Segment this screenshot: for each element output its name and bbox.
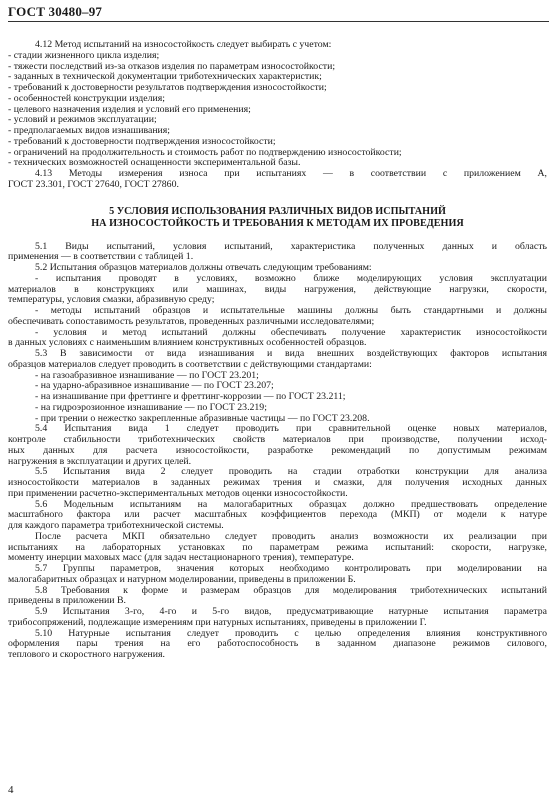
paragraph-line: 5.2 Испытания образцов материалов должны отвечать следующим требованиям: — [35, 263, 372, 273]
paragraph-line: для каждого параметра триботехнической системы. — [8, 521, 224, 531]
paragraph-line: температуры, условия смазки, абразивную среду; — [8, 295, 215, 306]
list-item: - тяжести последствий из-за отказов изделия по параметрам износостойкости; — [8, 61, 336, 72]
paragraph-line: испытаниях на лабораторных установках по параметрам режима испытаний: скорости, нагрузке, — [8, 542, 547, 553]
list-item: - условий и режимов эксплуатации; — [8, 115, 157, 126]
paragraph-line: - на газоабразивное изнашивание — по ГОСТ 23.201; — [35, 370, 259, 381]
paragraph-line: - на гидроэрозионное изнашивание — по ГОСТ 23.219; — [35, 402, 267, 413]
paragraph-line: моменту инерции маховых масс (для задач нестационарного трения), температуре. — [8, 553, 354, 564]
paragraph-line: После расчета МКП обязательно следует проводить анализ возможности их реализации при — [35, 531, 547, 542]
list-item: - стадии жизненного цикла изделия; — [8, 50, 160, 61]
paragraph-line: - на изнашивание при фреттинге и фреттинг-коррозии — по ГОСТ 23.211; — [35, 392, 346, 402]
paragraph-line: - методы испытаний образцов и испытательные машины должны быть стандартными и должны — [35, 306, 547, 316]
list-item: - ограничений на продолжительность и стоимость работ по подтверждению износостойкости; — [8, 147, 402, 158]
paragraph-line: контроле стабильности триботехнических свойств материалов при производстве, получении исход- — [8, 435, 547, 445]
paragraph-line: - условия и метод испытаний должны обеспечивать получение характеристик износостойкости — [35, 327, 547, 338]
paragraph-line: 5.1 Виды испытаний, условия испытаний, характеристика полученных данных и область — [35, 241, 547, 252]
paragraph-line: образцов материалов следует проводить в соответствии с действующими стандартами: — [8, 359, 372, 370]
paragraph-line: 5.7 Группы параметров, значения которых необходимо контролировать при моделировании на — [35, 564, 547, 574]
paragraph-line: приведены в приложении В. — [8, 596, 126, 607]
list-item: - заданных в технической документации триботехнических характеристик; — [8, 72, 322, 83]
section-4-13-line1: 4.13 Методы измерения износа при испытаниях — в соответствии с приложением А, — [35, 169, 547, 179]
paragraph-line: 5.9 Испытания 3-го, 4-го и 5-го видов, предусматривающие натурные испытания параметра — [35, 607, 547, 617]
section-4-12-list — [8, 51, 547, 169]
list-item: - требований к достоверности результатов подтверждения износостойкости; — [8, 83, 327, 93]
section-4-12-intro: 4.12 Метод испытаний на износостойкость следует выбирать с учетом: — [35, 40, 332, 50]
paragraph-line: - испытания проводят в условиях, возможно ближе моделирующих условия эксплуатации — [35, 273, 547, 284]
paragraph-line: материалов в конструкциях или машинах, виды нагружения, действующие нагрузки, скорости, — [8, 284, 547, 295]
paragraph-line: при применении расчетно-экспериментальных методов оценки износостойкости. — [8, 488, 348, 499]
header-divider — [8, 21, 549, 22]
paragraph-line: масштабного фактора или расчет масштабных коэффициентов перехода (МКП) от модели к натуре — [8, 510, 547, 521]
paragraph-line: - на ударно-абразивное изнашивание — по ГОСТ 23.207; — [35, 381, 274, 392]
standard-header: ГОСТ 30480–97 — [8, 4, 103, 19]
list-item: - особенностей конструкции изделия; — [8, 93, 165, 104]
paragraph-line: 5.4 Испытания вида 1 следует проводить при сравнительной оценке новых материалов, — [35, 424, 547, 435]
paragraph-line: - при трении о нежестко закрепленные абразивные частицы — по ГОСТ 23.208. — [35, 413, 370, 424]
paragraph-line: трибосопряжений, подлежащие измерениям при натурных испытаниях, приведены в приложении Г. — [8, 617, 427, 628]
paragraph-line: 5.3 В зависимости от вида изнашивания и вида внешних воздействующих факторов испытания — [35, 349, 547, 359]
list-item: - предполагаемых видов изнашивания; — [8, 126, 171, 136]
paragraph-line: 5.8 Требования к форме и размерам образцов для моделирования триботехнических испытаний — [35, 585, 547, 596]
section-4-13-line2: ГОСТ 23.301, ГОСТ 27640, ГОСТ 27860. — [8, 179, 179, 190]
paragraph-line: 5.10 Натурные испытания следует проводить с целью определения влияния конструктивного — [35, 628, 547, 639]
page-number: 4 — [8, 784, 14, 796]
page-content — [8, 40, 547, 661]
paragraph-line: износостойкости материалов в заданных режимах трения и смазки, для получения исходных данных — [8, 478, 547, 488]
paragraph-line: нагружения в эксплуатации и других целей. — [8, 456, 192, 467]
paragraph-line: 5.6 Модельным испытаниям на малогабаритных образцах должно предшествовать определение — [35, 499, 547, 510]
paragraph-line: в данных условиях с наименьшим влиянием конструктивных особенностей образцов. — [8, 338, 367, 349]
section-5-heading-line2: НА ИЗНОСОСТОЙКОСТЬ И ТРЕБОВАНИЯ К МЕТОДАМ ИХ ПРОВЕДЕНИЯ — [91, 218, 464, 229]
list-item: - технических возможностей оснащенности экспериментальной базы. — [8, 158, 301, 169]
paragraph-line: малогабаритных образцах и натурном моделировании, приведены в приложении Б. — [8, 574, 356, 585]
paragraph-line: теплового и скоростного нагружения. — [8, 650, 165, 660]
paragraph-line: применения — в соответствии с таблицей 1. — [8, 252, 194, 263]
paragraph-line: ных данных для расчета износостойкости, разработке рекомендаций по допустимым режимам — [8, 445, 547, 456]
list-item: - требований к достоверности подтверждения износостойкости; — [8, 136, 276, 147]
paragraph-line: 5.5 Испытания вида 2 следует проводить на стадии отработки конструкции для анализа — [35, 467, 547, 478]
section-5-heading-line1: 5 УСЛОВИЯ ИСПОЛЬЗОВАНИЯ РАЗЛИЧНЫХ ВИДОВ ИСПЫТАНИЙ — [109, 205, 446, 217]
paragraph-line: обеспечивать сопоставимость результатов, проведенных различными исследователями; — [8, 316, 375, 327]
paragraph-line: оформления пары трения на его работоспособность в заданном диапазоне режимов силового, — [8, 639, 547, 650]
section-5-heading — [8, 206, 547, 231]
list-item: - целевого назначения изделия и условий его применения; — [8, 104, 251, 115]
